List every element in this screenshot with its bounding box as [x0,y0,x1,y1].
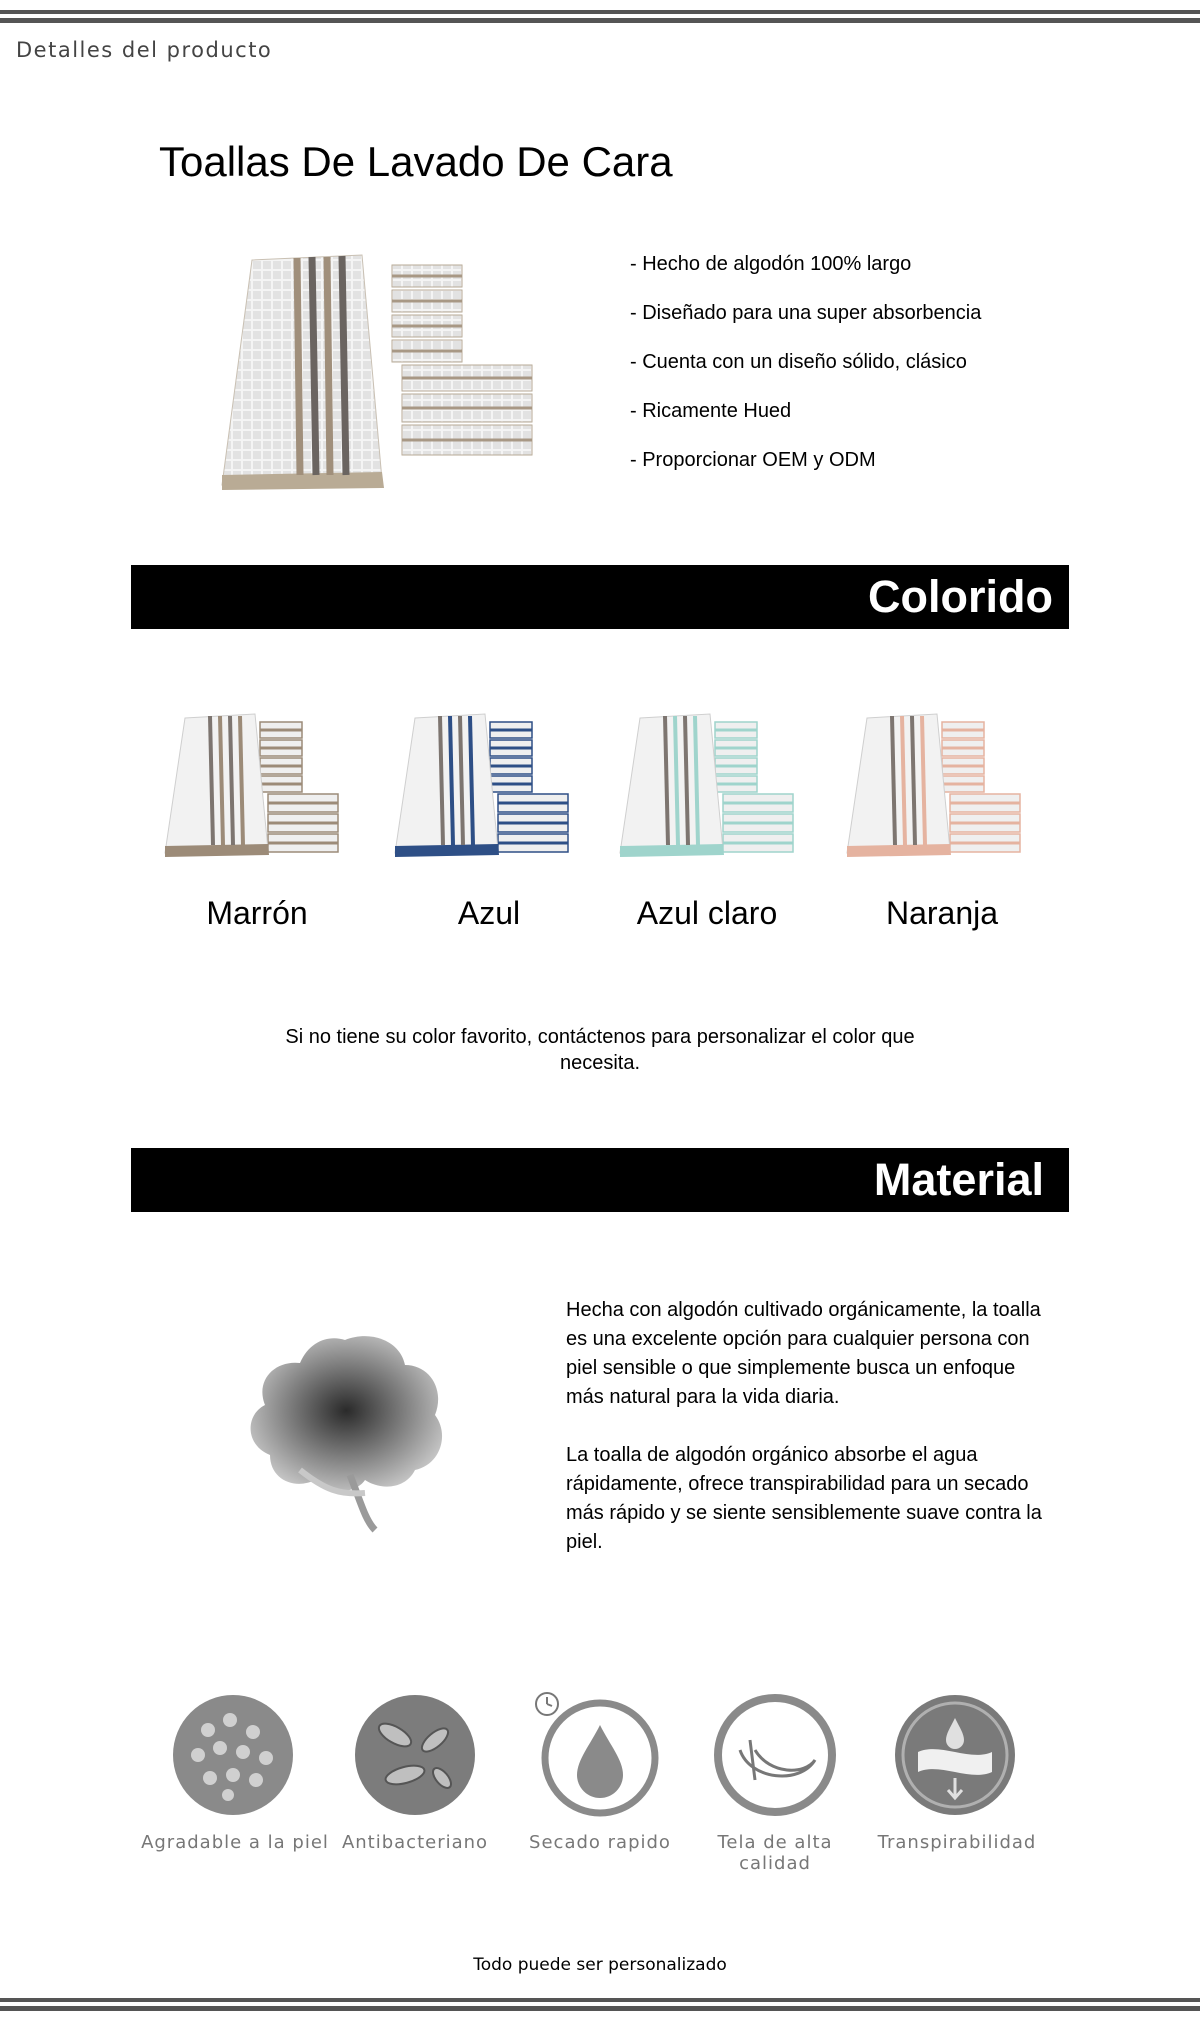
bottom-border-inner [0,2006,1200,2011]
colors-section-heading: Colorido [131,565,1069,629]
swatch-label-blue: Azul [457,895,521,931]
swatch-label-orange: Naranja [885,895,999,931]
product-title: Toallas De Lavado De Cara [159,138,673,185]
breathable-icon [890,1690,1020,1820]
swatch-image-blue [390,710,580,860]
feature-item: - Cuenta con un diseño sólido, clásico [630,351,967,373]
feature-item: - Ricamente Hued [630,400,792,422]
top-border-inner [0,18,1200,23]
feature-item: - Hecho de algodón 100% largo [630,253,912,275]
material-paragraph: Hecha con algodón cultivado orgánicamente, la toalla es una excelente opción para cualquier persona con piel sensible o que simplemente busca un enfoque más natural para la vida diaria. [566,1299,1041,1408]
product-hero-image [212,250,542,500]
bacteria-icon [350,1690,480,1820]
water-drop-timer-icon [535,1690,665,1820]
swatch-image-orange [842,710,1032,860]
footer-customization-note: Todo puede ser personalizado [473,1955,727,1975]
benefit-label: Antibacteriano [341,1832,489,1853]
swatch-image-light-blue [615,710,805,860]
benefit-label: Tela de alta calidad [717,1832,833,1874]
material-description [566,1296,1046,1586]
top-border [0,10,1200,14]
swatch-label-light-blue: Azul claro [636,895,778,931]
benefit-label: Transpirabilidad [877,1832,1037,1853]
swatch-label-brown: Marrón [206,895,308,931]
swatch-image-brown [160,710,350,860]
material-paragraph: La toalla de algodón orgánico absorbe el agua rápidamente, ofrece transpirabilidad para un secado más rápido y se siente sensiblemente suave contra la piel. [566,1444,1042,1553]
bottom-border [0,1998,1200,2002]
cotton-flower-image [240,1325,450,1535]
feature-item: - Proporcionar OEM y ODM [630,449,876,471]
feature-list [630,252,981,497]
benefit-label: Agradable a la piel [141,1832,329,1853]
soft-fiber-icon [168,1690,298,1820]
fabric-icon [710,1690,840,1820]
material-section-heading: Material [131,1148,1069,1212]
section-header-label: Detalles del producto [16,38,273,62]
benefit-label: Secado rapido [529,1832,671,1853]
color-customization-note: Si no tiene su color favorito, contáctenos para personalizar el color que necesita. [285,1026,915,1074]
feature-item: - Diseñado para una super absorbencia [630,302,982,324]
